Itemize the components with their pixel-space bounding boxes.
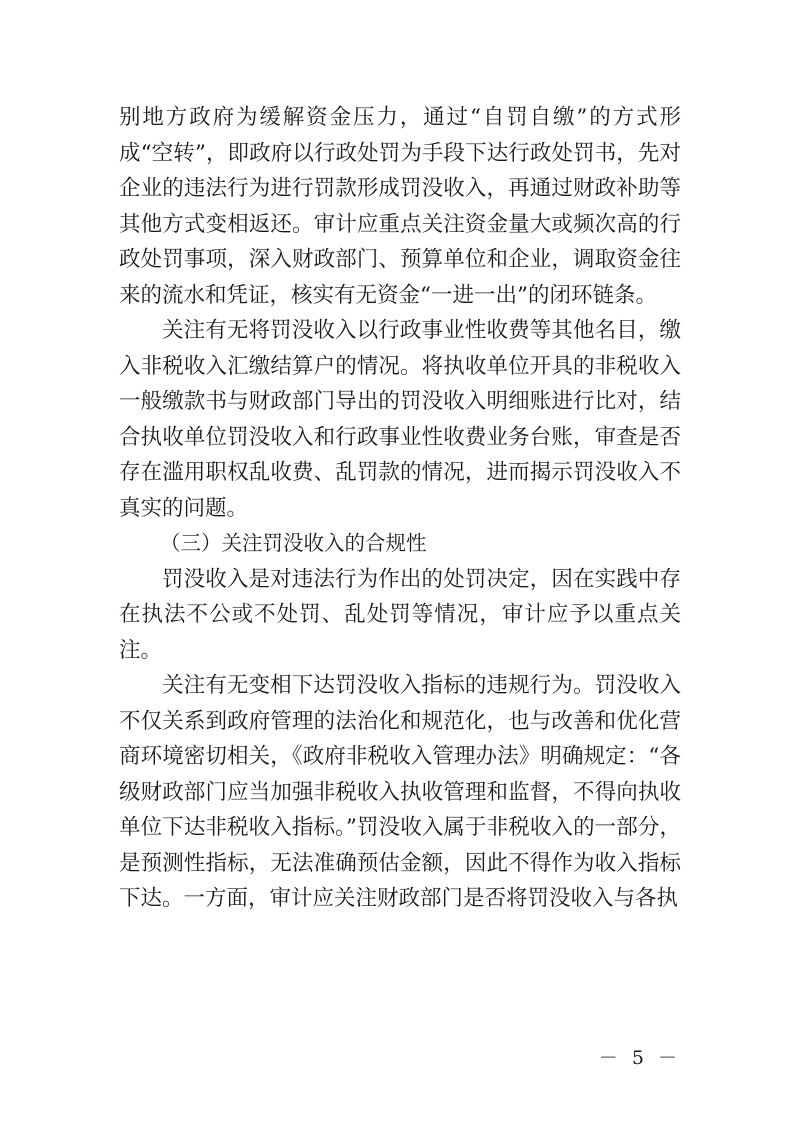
paragraph-compliance-intro: 罚没收入是对违法行为作出的处罚决定，因在实践中存在执法不公或不处罚、乱处罚等情况，审计应予以重点关注。 bbox=[119, 566, 681, 663]
section-heading: （三）关注罚没收入的合规性 bbox=[160, 531, 427, 555]
paragraph-revenue-targets: 关注有无变相下达罚没收入指标的违规行为。罚没收入不仅关系到政府管理的法治化和规范化，也与改善和优化营商环境密切相关，《政府非税收入管理办法》明确规定：“各级财政部门应当加强非税收入执收管理和监督，不得向执收单位下达非税收入指标。”罚没收入属于非税收入的一部分，是预测性指标，无法准确预估金额，因此不得作为收入指标下达。一方面，审计应关注财政部门是否将罚没收入与各执 bbox=[119, 673, 681, 911]
body-text bbox=[119, 100, 681, 917]
paragraph-continued: 别地方政府为缓解资金压力，通过“自罚自缴”的方式形成“空转”，即政府以行政处罚为手段下达行政处罚书，先对企业的违法行为进行罚款形成罚没收入，再通过财政补助等其他方式变相返还。审计应重点关注资金量大或频次高的行政处罚事项，深入财政部门、预算单位和企业，调取资金往来的流水和凭证，核实有无资金“一进一出”的闭环链条。 bbox=[119, 105, 681, 308]
paragraph-fee-disguise: 关注有无将罚没收入以行政事业性收费等其他名目，缴入非税收入汇缴结算户的情况。将执收单位开具的非税收入一般缴款书与财政部门导出的罚没收入明细账进行比对，结合执收单位罚没收入和行政事业性收费业务台账，审查是否存在滥用职权乱收费、乱罚款的情况，进而揭示罚没收入不真实的问题。 bbox=[119, 318, 681, 521]
page-number: － 5 － bbox=[598, 1047, 681, 1069]
